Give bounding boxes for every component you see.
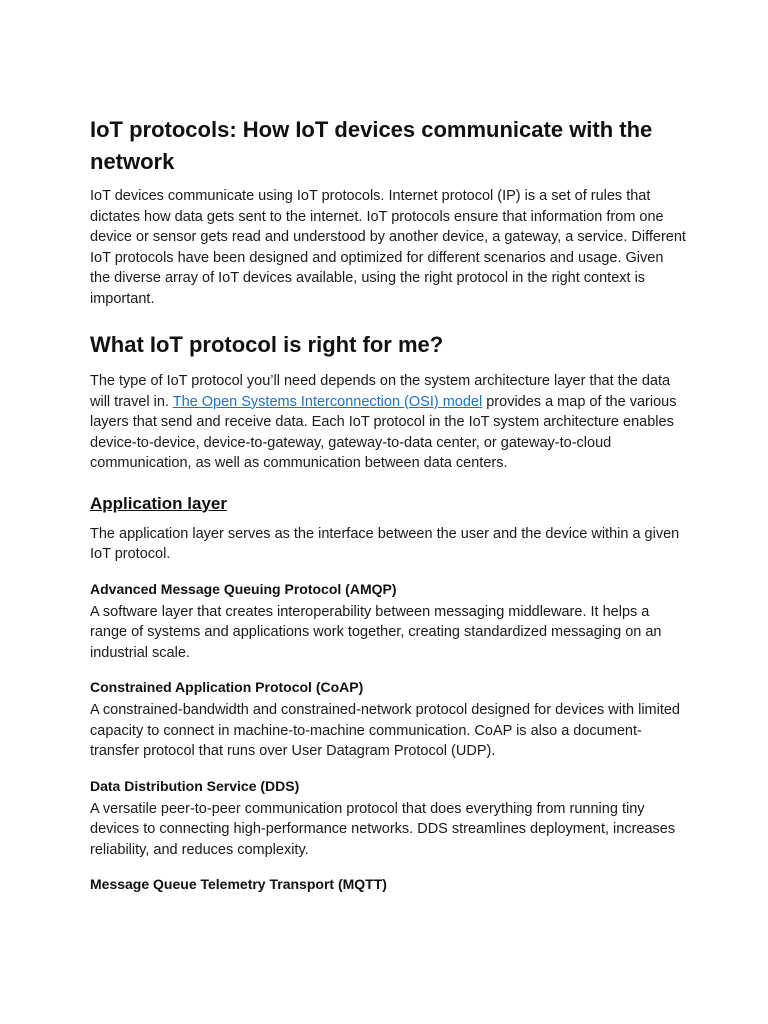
protocol-name: Message Queue Telemetry Transport (MQTT) bbox=[90, 876, 387, 892]
protocol-item-coap bbox=[90, 677, 686, 762]
paragraph-text-after-link: provides a map of the various layers that send and receive data. Each IoT protocol in the IoT system architecture enables device-to-device, device-to-gateway, gateway-to-data center, or gateway-to-cloud communication, as well as communication between data centers. bbox=[90, 393, 677, 471]
document-page bbox=[90, 114, 686, 908]
protocol-description: A versatile peer-to-peer communication protocol that does everything from running tiny devices to connecting high-performance networks. DDS streamlines deployment, increases reliability, and reduces complexity. bbox=[90, 800, 676, 858]
section-right-protocol-paragraph bbox=[90, 371, 686, 474]
article-intro: IoT devices communicate using IoT protocols. Internet protocol (IP) is a set of rules that dictates how data gets sent to the internet. IoT protocols ensure that information from one device or sensor gets read and understood by another device, a gateway, a service. Different IoT protocols have been designed and optimized for different scenarios and usage. Given the diverse array of IoT devices available, using the right protocol in the right context is important. bbox=[90, 188, 686, 307]
section-heading-right-protocol: What IoT protocol is right for me? bbox=[90, 332, 444, 357]
protocol-name: Constrained Application Protocol (CoAP) bbox=[90, 679, 364, 695]
protocol-item-amqp bbox=[90, 579, 686, 664]
protocol-description: A constrained-bandwidth and constrained-network protocol designed for devices with limited capacity to connect in machine-to-machine communication. CoAP is also a document-transfer protocol that runs over User Datagram Protocol (UDP). bbox=[90, 702, 680, 759]
article-title: IoT protocols: How IoT devices communicate with the network bbox=[90, 117, 653, 174]
paragraph-text-before-link: The type of IoT protocol you’ll need depends on the system architecture layer that the data will travel in. bbox=[90, 373, 671, 410]
protocol-item-mqtt bbox=[90, 874, 686, 894]
osi-model-link[interactable]: The Open Systems Interconnection (OSI) model bbox=[172, 393, 483, 410]
protocol-description: A software layer that creates interoperability between messaging middleware. It helps a range of systems and applications work together, creating standardized messaging on an industrial scale. bbox=[90, 603, 662, 661]
protocol-item-dds bbox=[90, 776, 686, 861]
application-layer-paragraph: The application layer serves as the interface between the user and the device within a given IoT protocol. bbox=[90, 525, 680, 562]
protocol-name: Advanced Message Queuing Protocol (AMQP) bbox=[90, 580, 397, 597]
protocol-name: Data Distribution Service (DDS) bbox=[90, 777, 300, 794]
application-layer-heading: Application layer bbox=[90, 493, 227, 513]
